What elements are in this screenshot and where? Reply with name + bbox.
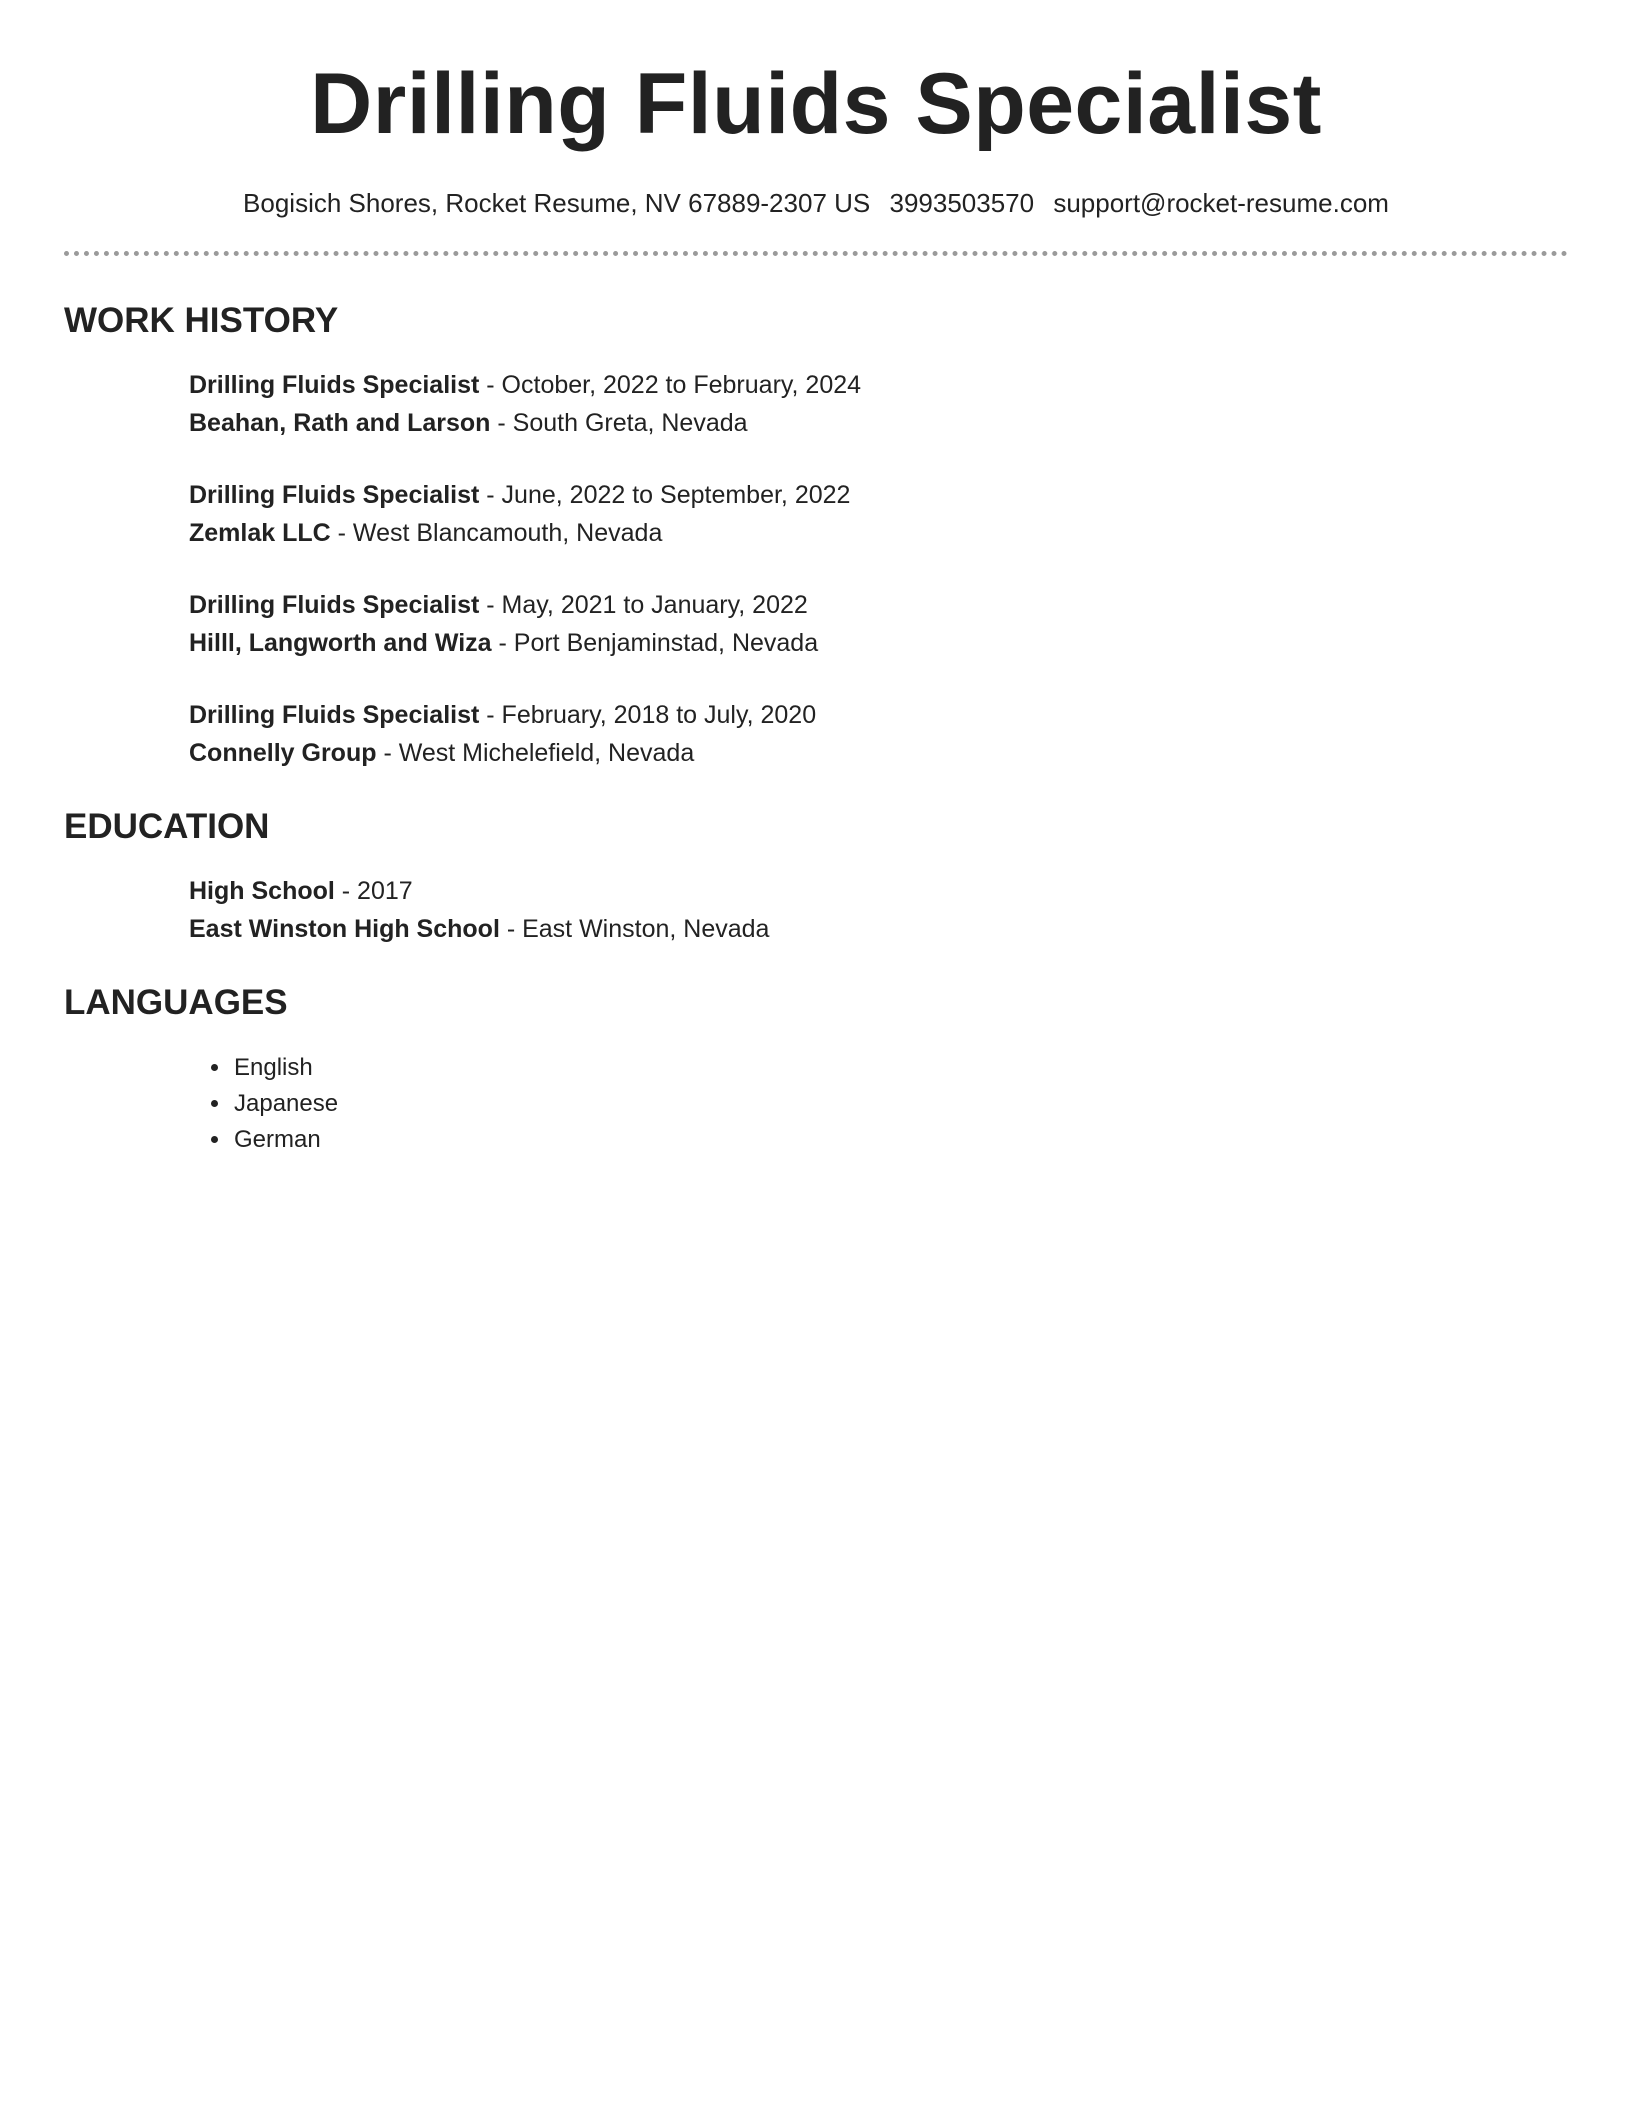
work-entry-company-line	[189, 624, 1568, 662]
company-location: - South Greta, Nevada	[490, 409, 748, 437]
language-item: • Japanese	[232, 1086, 1568, 1122]
work-entry-company-line	[189, 734, 1568, 772]
degree-name: High School	[189, 877, 335, 905]
school-location: - East Winston, Nevada	[499, 915, 770, 943]
work-entry-role-line	[189, 586, 1568, 624]
work-entry-company-line	[189, 404, 1568, 442]
contact-info	[64, 186, 1568, 220]
company-name: Zemlak LLC	[189, 519, 331, 547]
work-entry-role-line	[189, 696, 1568, 734]
work-entry	[189, 476, 1568, 552]
resume-page	[64, 0, 1568, 1158]
work-entry	[189, 366, 1568, 442]
education-entry	[189, 872, 1568, 948]
work-entry-role-line	[189, 476, 1568, 514]
education-list	[189, 872, 1568, 948]
company-location: - West Blancamouth, Nevada	[330, 519, 663, 547]
languages-list	[64, 1050, 1568, 1158]
job-dates: - February, 2018 to July, 2020	[479, 701, 817, 729]
work-entry	[189, 586, 1568, 662]
job-title: Drilling Fluids Specialist	[189, 701, 480, 729]
company-name: Beahan, Rath and Larson	[189, 409, 491, 437]
education-degree-line	[189, 872, 1568, 910]
work-entry-role-line	[189, 366, 1568, 404]
job-dates: - October, 2022 to February, 2024	[479, 371, 862, 399]
school-name: East Winston High School	[189, 915, 500, 943]
section-title-languages: LANGUAGES	[64, 983, 288, 1022]
resume-title: Drilling Fluids Specialist	[310, 56, 1322, 152]
job-title: Drilling Fluids Specialist	[189, 371, 480, 399]
company-name: Connelly Group	[189, 739, 377, 767]
contact-address: Bogisich Shores, Rocket Resume, NV 67889-2307 US	[243, 188, 871, 218]
job-title: Drilling Fluids Specialist	[189, 591, 480, 619]
job-dates: - May, 2021 to January, 2022	[479, 591, 808, 619]
degree-year: - 2017	[334, 877, 413, 905]
education-school-line	[189, 910, 1568, 948]
job-title: Drilling Fluids Specialist	[189, 481, 480, 509]
contact-email[interactable]: support@rocket-resume.com	[1053, 188, 1389, 218]
work-entry-company-line	[189, 514, 1568, 552]
contact-phone: 3993503570	[889, 188, 1035, 218]
language-item: • English	[232, 1050, 1568, 1086]
company-location: - West Michelefield, Nevada	[376, 739, 695, 767]
work-entry	[189, 696, 1568, 772]
work-history-list	[189, 366, 1568, 772]
job-dates: - June, 2022 to September, 2022	[479, 481, 851, 509]
language-item: • German	[232, 1122, 1568, 1158]
section-title-education: EDUCATION	[64, 807, 270, 846]
company-location: - Port Benjaminstad, Nevada	[491, 629, 819, 657]
header-divider	[64, 251, 1568, 256]
section-title-work-history: WORK HISTORY	[64, 301, 339, 340]
company-name: Hilll, Langworth and Wiza	[189, 629, 492, 657]
